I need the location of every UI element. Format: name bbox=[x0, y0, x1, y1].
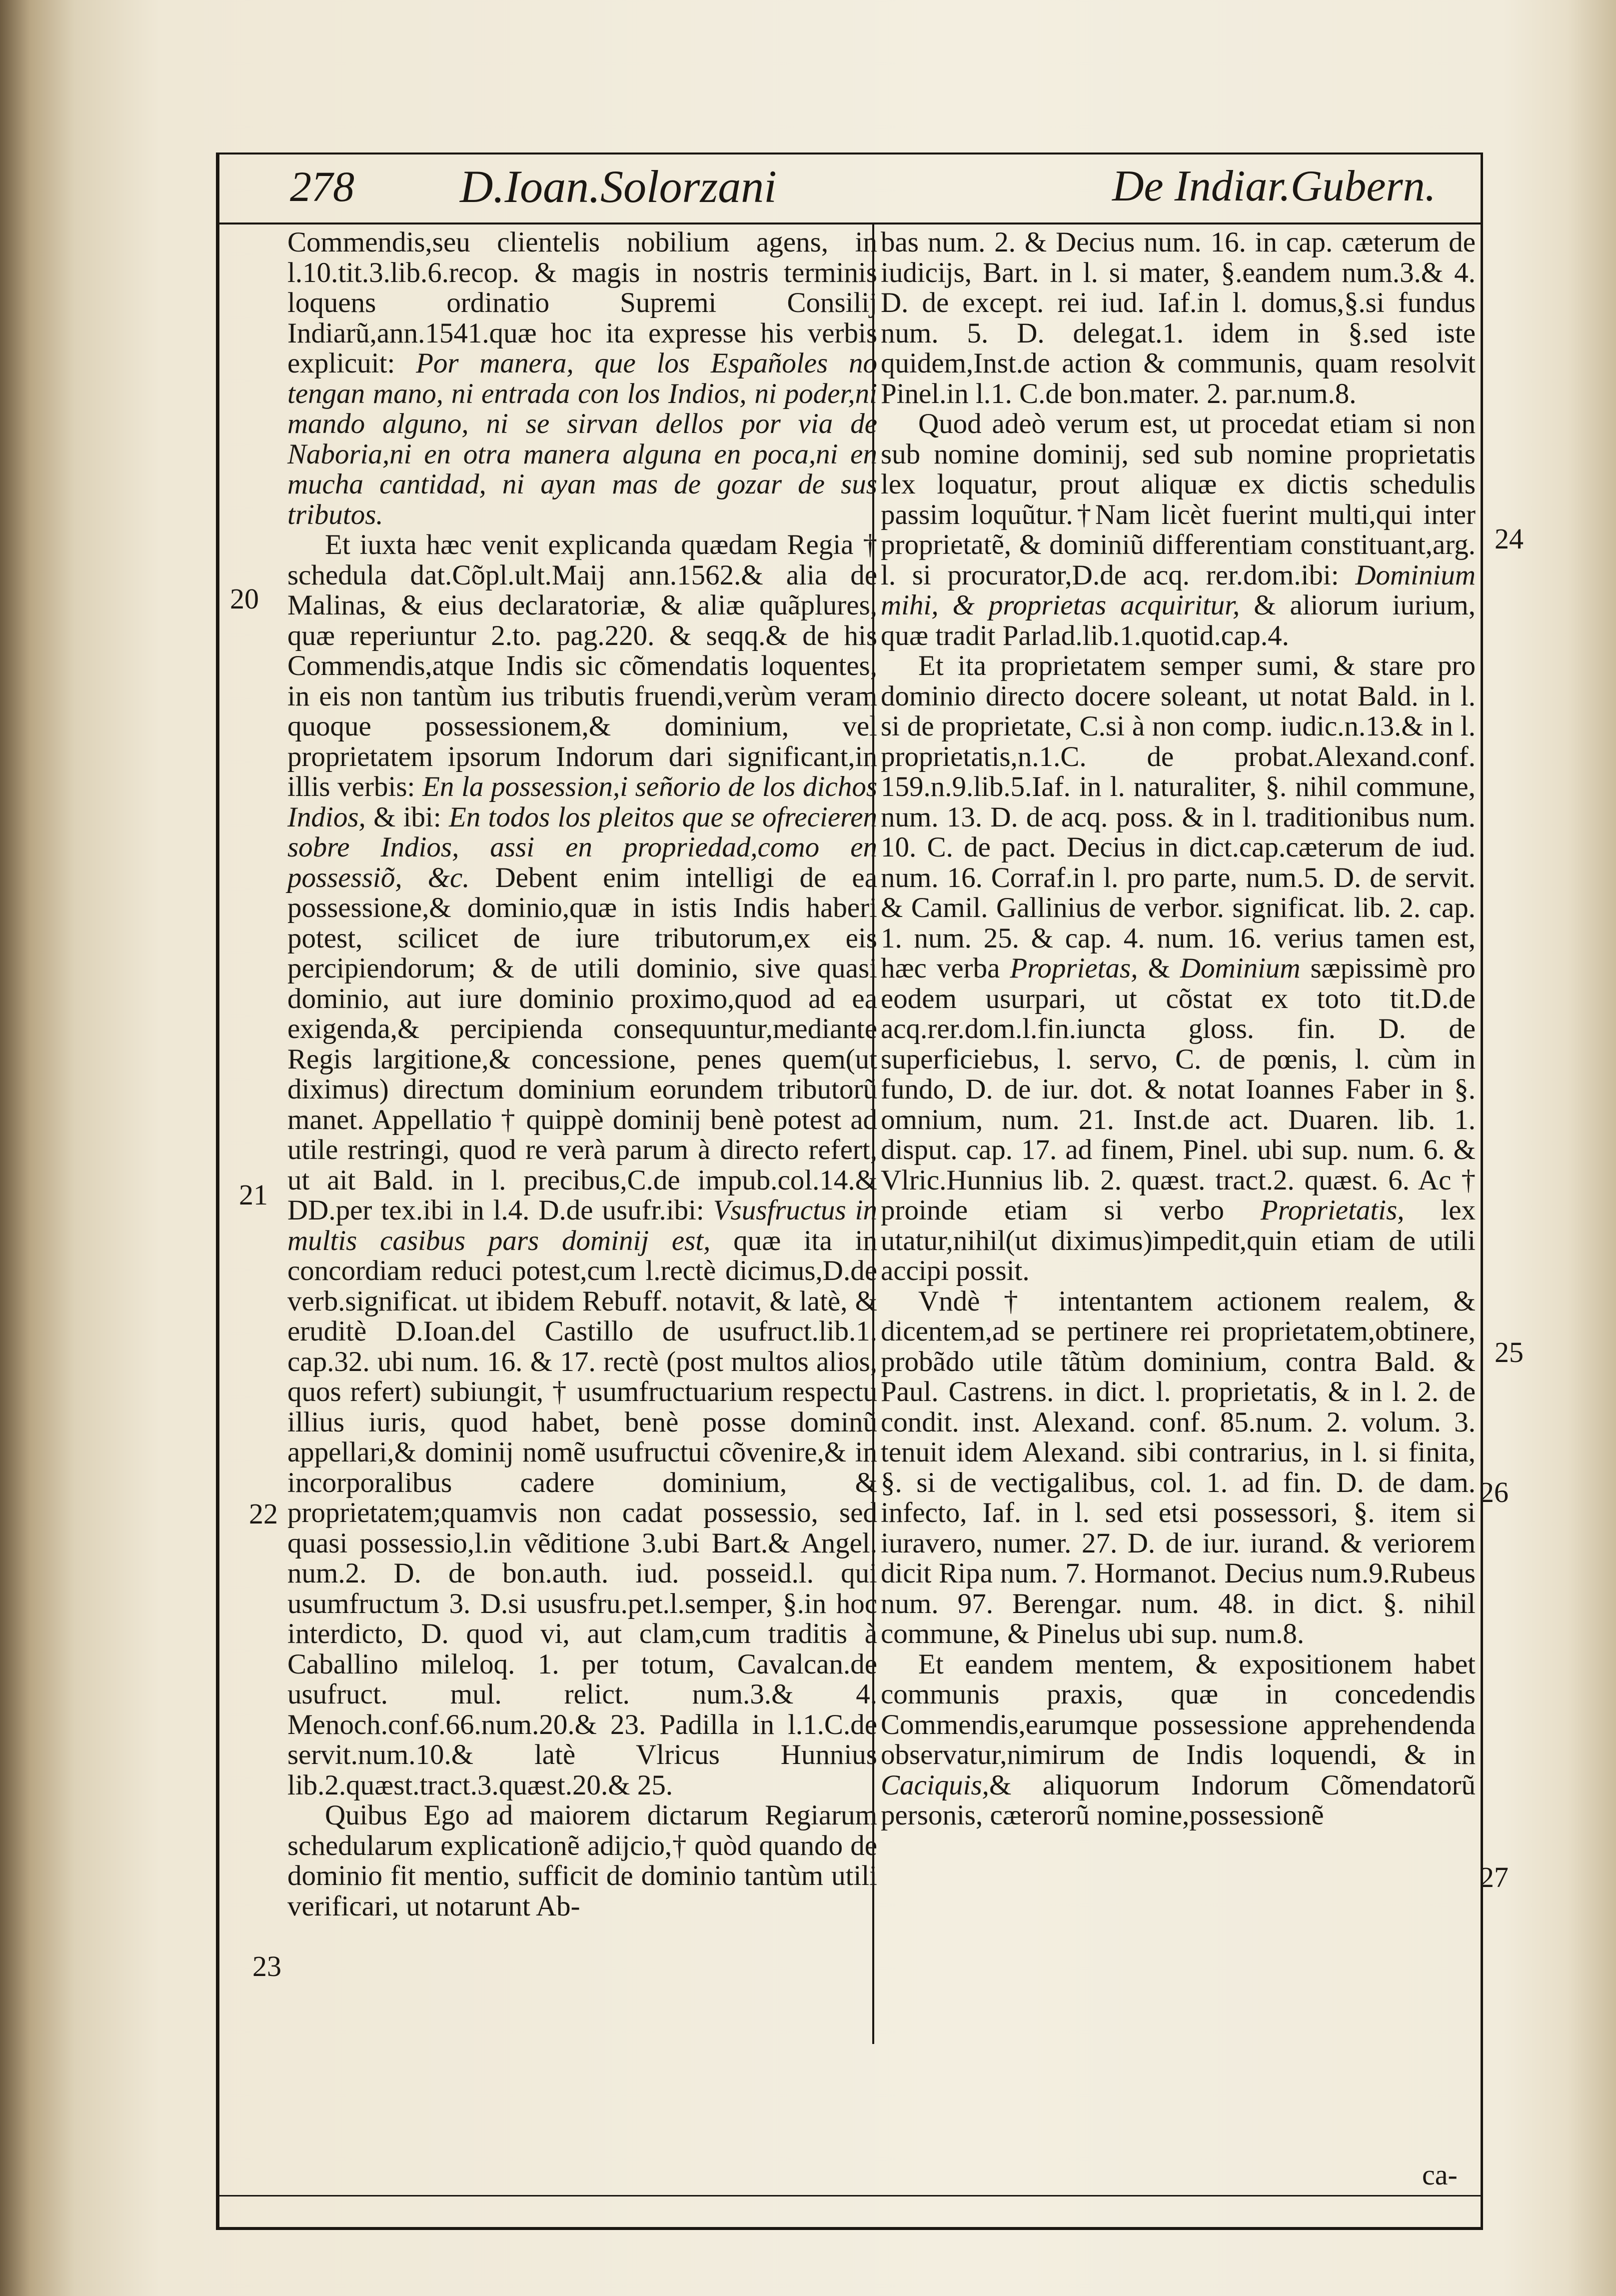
left-paragraph-3: Quibus Ego ad maiorem dictarum Regiarum schedularum explicationẽ adijcio,† quòd quando de dominio fit mentio, sufficit de dominio tantùm utili verificari, ut notarunt Ab- bbox=[287, 1800, 877, 1922]
margin-number-27: 27 bbox=[1480, 1861, 1509, 1894]
running-head-title: De Indiar.Gubern. bbox=[1112, 162, 1436, 210]
header-rule bbox=[216, 222, 1483, 224]
catchword: ca- bbox=[1422, 2158, 1458, 2191]
left-paragraph-1: Commendis,seu clientelis nobilium agens, in l.10.tit.3.lib.6.recop. & magis in nostris terminis loquens ordinatio Supremi Consilij Indiarũ,ann.1541.quæ hoc ita expresse his verbis explicuit: Por manera, que los Españoles no tengan mano, ni entrada con los Indios, ni poder,ni mando alguno, ni se sirvan dellos por via de Naboria,ni en otra manera alguna en poca,ni en mucha cantidad, ni ayan mas de gozar de sus tributos. bbox=[287, 226, 877, 530]
left-column bbox=[287, 228, 877, 1922]
margin-number-21: 21 bbox=[239, 1178, 268, 1211]
right-paragraph-4: Vndè † intentantem actionem realem, & dicentem,ad se pertinere rei proprietatem,obtinere, probãdo utile tãtùm dominium, contra Bald. & Paul. Castrens. in dict. l. proprietatis, & in l. 2. de condit. inst. Alexand. conf. 85.num. 2. volum. 3. tenuit idem Alexand. sibi contrarius, in l. si finita, §. si de vectigalibus, col. 1. ad fin. D. de dam. infecto, Iaf. in l. sed etsi possessori, §. item si iuravero, numer. 27. D. de iur. iurand. & veriorem dicit Ripa num. 7. Hormanot. Decius num.9.Rubeus num. 97. Berengar. num. 48. in dict. §. nihil commune, & Pinelus ubi sup. num.8. bbox=[881, 1285, 1476, 1650]
right-paragraph-3: Et ita proprietatem semper sumi, & stare pro dominio directo docere soleant, ut notat Bald. in l. si de proprietate, C.si à non comp. iudic.n.13.& in l. proprietatis,n.1.C. de probat.Alexand.conf. 159.n.9.lib.5.Iaf. in l. naturaliter, §. nihil commune, num. 13. D. de acq. poss. & in l. traditionibus num. 10. C. de pact. Decius in dict.cap.cæterum de iud. num. 16. Corraf.in l. pro parte, num.5. D. de servit. & Camil. Gallinius de verbor. significat. lib. 2. cap. 1. num. 25. & cap. 4. num. 16. verius tamen est, hæc verba Proprietas, & Dominium sæpissimè pro eodem usurpari, ut cõstat ex toto tit.D.de acq.rer.dom.l.fin.iuncta gloss. fin. D. de superficiebus, l. servo, C. de pœnis, l. cùm in fundo, D. de iur. dot. & notat Ioannes Faber in §. omnium, num. 21. Inst.de act. Duaren. lib. 1. disput. cap. 17. ad finem, Pinel. ubi sup. num. 6. & Vlric.Hunnius lib. 2. quæst. tract.2. quæst. 6. Ac † proinde etiam si verbo Proprietatis, lex utatur,nihil(ut diximus)impedit,quin etiam de utili accipi possit. bbox=[881, 650, 1476, 1286]
margin-number-24: 24 bbox=[1495, 522, 1524, 555]
footer-rule bbox=[216, 2195, 1483, 2196]
right-paragraph-2: Quod adeò verum est, ut procedat etiam si non sub nomine dominij, sed sub nomine proprietatis lex loquatur, prout aliquæ ex dictis schedulis passim loquũtur.†Nam licèt fuerint multi,qui inter proprietatẽ, & dominiũ differentiam constituant,arg. l. si procurator,D.de acq. rer.dom.ibi: Dominium mihi, & proprietas acquiritur, & aliorum iurium, quæ tradit Parlad.lib.1.quotid.cap.4. bbox=[881, 408, 1476, 652]
margin-number-20: 20 bbox=[230, 582, 259, 615]
margin-number-23: 23 bbox=[252, 1950, 281, 1982]
right-paragraph-5: Et eandem mentem, & expositionem habet communis praxis, quæ in concedendis Commendis,earumque possessione apprehendenda observatur,nimirum de Indis loquendi, & in Caciquis,& aliquorum Indorum Cõmendatorũ personis, cæterorũ nomine,possessionẽ bbox=[881, 1648, 1476, 1831]
margin-number-26: 26 bbox=[1480, 1476, 1509, 1508]
right-paragraph-1: bas num. 2. & Decius num. 16. in cap. cæterum de iudicijs, Bart. in l. si mater, §.eandem num.3.& 4. D. de except. rei iud. Iaf.in l. domus,§.si fundus num. 5. D. delegat.1. idem in §.sed iste quidem,Inst.de action & communis, quam resolvit Pinel.in l.1. C.de bon.mater. 2. par.num.8. bbox=[881, 226, 1476, 410]
margin-number-25: 25 bbox=[1495, 1336, 1524, 1368]
left-paragraph-2: Et iuxta hæc venit explicanda quædam Regia † schedula dat.Cõpl.ult.Maij ann.1562.& alia de Malinas, & eius declaratoriæ, & aliæ quãplures, quæ reperiuntur 2.to. pag.220. & seqq.& de his Commendis,atque Indis sic cõmendatis loquentes, in eis non tantùm ius tributis fruendi,verùm veram quoque possessionem,& dominium, vel proprietatem ipsorum Indorum dari significant,in illis verbis: En la possession,i señorio de los dichos Indios, & ibi: En todos los pleitos que se ofrecieren sobre Indios, assi en propriedad,como en possessiõ, &c. Debent enim intelligi de ea possessione,& dominio,quæ in istis Indis haberi potest, scilicet de iure tributorum,ex eis percipiendorum; & de utili dominio, sive quasi dominio, aut iure dominio proximo,quod ad ea exigenda,& percipienda consequuntur,mediante Regis largitione,& concessione, penes quem(ut diximus) directum dominium eorundem tributorũ manet. Appellatio † quippè dominij benè potest ad utile restringi, quod re verà parum à directo refert, ut ait Bald. in l. precibus,C.de impub.col.14.& DD.per tex.ibi in l.4. D.de usufr.ibi: Vsusfructus in multis casibus pars dominij est, quæ ita in concordiam reduci potest,cum l.rectè dicimus,D.de verb.significat. ut ibidem Rebuff. notavit, & latè, & eruditè D.Ioan.del Castillo de usufruct.lib.1. cap.32. ubi num. 16. & 17. rectè (post multos alios, quos refert) subiungit, † usumfructuarium respectu illius iuris, quod habet, benè posse dominũ appellari,& dominij nomẽ usufructui cõvenire,& in incorporalibus cadere dominium, & proprietatem;quamvis non cadat possessio, sed quasi possessio,l.in vẽditione 3.ubi Bart.& Angel. num.2. D. de bon.auth. iud. posseid.l. qui usumfructum 3. D.si ususfru.pet.l.semper, §.in hoc interdicto, D. quod vi, aut clam,cum traditis à Caballino mileloq. 1. per totum, Cavalcan.de usufruct. mul. relict. num.3.& 4. Menoch.conf.66.num.20.& 23. Padilla in l.1.C.de servit.num.10.& latè Vlricus Hunnius lib.2.quæst.tract.3.quæst.20.& 25. bbox=[287, 529, 878, 1801]
right-column bbox=[881, 228, 1476, 1831]
running-head-author: D.Ioan.Solorzani bbox=[460, 161, 777, 212]
page-number: 278 bbox=[290, 162, 354, 210]
margin-number-22: 22 bbox=[249, 1498, 278, 1530]
